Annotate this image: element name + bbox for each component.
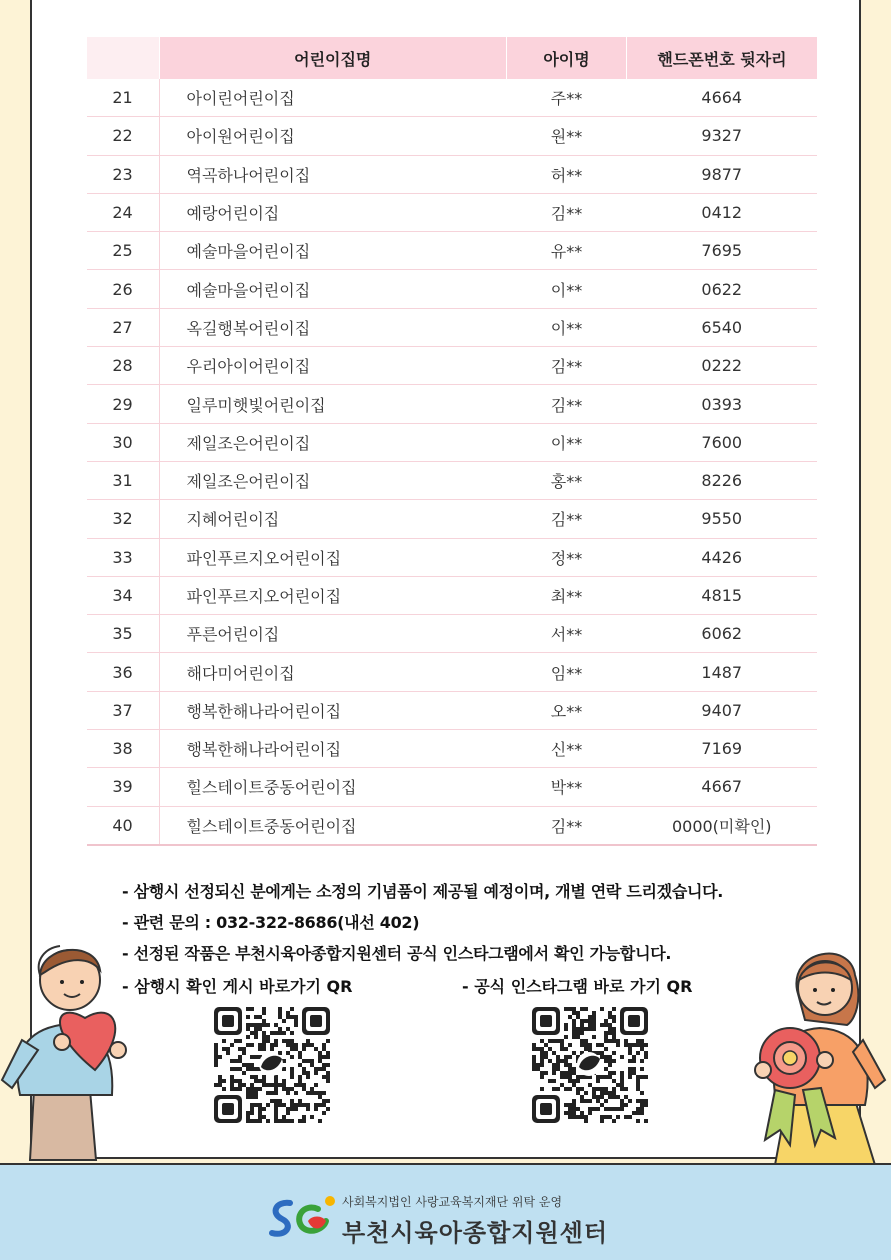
phone-last-digits: 4426	[627, 538, 818, 576]
center-name: 힐스테이트중동어린이집	[159, 768, 507, 806]
table-row	[87, 155, 818, 193]
table-row	[87, 768, 818, 806]
result-table	[86, 37, 817, 846]
table-row	[87, 806, 818, 845]
phone-last-digits: 0222	[627, 347, 818, 385]
table-row	[87, 232, 818, 270]
table-row	[87, 117, 818, 155]
center-name: 행복한해나라어린이집	[159, 730, 507, 768]
child-name: 임**	[507, 653, 627, 691]
center-name: 행복한해나라어린이집	[159, 691, 507, 729]
table-row	[87, 461, 818, 499]
qr-left-label: - 삼행시 확인 게시 바로가기 QR	[122, 977, 353, 996]
footer-title: 부천시육아종합지원센터	[342, 1219, 609, 1247]
row-number: 23	[87, 155, 160, 193]
center-name: 파인푸르지오어린이집	[159, 538, 507, 576]
center-name: 파인푸르지오어린이집	[159, 576, 507, 614]
table-row	[87, 730, 818, 768]
center-name: 예랑어린이집	[159, 193, 507, 231]
row-number: 33	[87, 538, 160, 576]
table-row	[87, 423, 818, 461]
center-name: 푸른어린이집	[159, 615, 507, 653]
header-child: 아이명	[507, 37, 627, 79]
row-number: 34	[87, 576, 160, 614]
child-name: 서**	[507, 615, 627, 653]
header-phone: 핸드폰번호 뒷자리	[627, 37, 818, 79]
table-row	[87, 79, 818, 117]
note-gift: - 삼행시 선정되신 분에게는 소정의 기념품이 제공될 예정이며, 개별 연락 드리겠습니다.	[122, 882, 724, 901]
phone-last-digits: 6540	[627, 308, 818, 346]
center-name: 역곡하나어린이집	[159, 155, 507, 193]
phone-last-digits: 1487	[627, 653, 818, 691]
phone-last-digits: 8226	[627, 461, 818, 499]
row-number: 35	[87, 615, 160, 653]
footer-subtitle: 사회복지법인 사랑교육복지재단 위탁 운영	[342, 1195, 563, 1209]
row-number: 40	[87, 806, 160, 845]
table-row	[87, 347, 818, 385]
table-row	[87, 615, 818, 653]
row-number: 32	[87, 500, 160, 538]
header-num	[87, 37, 160, 79]
child-name: 정**	[507, 538, 627, 576]
center-name: 예술마을어린이집	[159, 232, 507, 270]
table-row	[87, 691, 818, 729]
center-logo-icon	[268, 1191, 338, 1241]
child-name: 박**	[507, 768, 627, 806]
center-name: 아이원어린이집	[159, 117, 507, 155]
child-name: 이**	[507, 308, 627, 346]
center-name: 옥길행복어린이집	[159, 308, 507, 346]
center-name: 아이린어린이집	[159, 79, 507, 117]
phone-last-digits: 0622	[627, 270, 818, 308]
table-row	[87, 308, 818, 346]
child-name: 김**	[507, 385, 627, 423]
phone-last-digits: 9877	[627, 155, 818, 193]
qr-code-right-icon[interactable]	[530, 1005, 648, 1123]
child-name: 주**	[507, 79, 627, 117]
phone-last-digits: 0000(미확인)	[627, 806, 818, 845]
row-number: 30	[87, 423, 160, 461]
phone-last-digits: 4815	[627, 576, 818, 614]
notes-block	[122, 876, 723, 969]
qr-right-label: - 공식 인스타그램 바로 가기 QR	[462, 977, 693, 996]
child-name: 김**	[507, 500, 627, 538]
phone-last-digits: 0393	[627, 385, 818, 423]
child-name: 최**	[507, 576, 627, 614]
child-name: 홍**	[507, 461, 627, 499]
child-name: 오**	[507, 691, 627, 729]
table-row	[87, 270, 818, 308]
table-row	[87, 385, 818, 423]
phone-last-digits: 6062	[627, 615, 818, 653]
row-number: 21	[87, 79, 160, 117]
row-number: 39	[87, 768, 160, 806]
child-name: 김**	[507, 806, 627, 845]
child-name: 신**	[507, 730, 627, 768]
row-number: 38	[87, 730, 160, 768]
phone-last-digits: 4664	[627, 79, 818, 117]
phone-last-digits: 0412	[627, 193, 818, 231]
note-contact: - 관련 문의 : 032-322-8686(내선 402)	[122, 913, 420, 932]
table-row	[87, 653, 818, 691]
center-name: 힐스테이트중동어린이집	[159, 806, 507, 845]
center-name: 일루미햇빛어린이집	[159, 385, 507, 423]
row-number: 31	[87, 461, 160, 499]
girl-with-rosette-illustration-icon	[735, 930, 891, 1170]
row-number: 37	[87, 691, 160, 729]
center-name: 예술마을어린이집	[159, 270, 507, 308]
table-header-row	[87, 37, 818, 79]
row-number: 24	[87, 193, 160, 231]
row-number: 29	[87, 385, 160, 423]
phone-last-digits: 7695	[627, 232, 818, 270]
center-name: 제일조은어린이집	[159, 461, 507, 499]
row-number: 25	[87, 232, 160, 270]
table-row	[87, 576, 818, 614]
header-center: 어린이집명	[159, 37, 507, 79]
row-number: 22	[87, 117, 160, 155]
phone-last-digits: 9327	[627, 117, 818, 155]
footer-bar	[0, 1163, 891, 1260]
center-name: 해다미어린이집	[159, 653, 507, 691]
phone-last-digits: 4667	[627, 768, 818, 806]
row-number: 28	[87, 347, 160, 385]
phone-last-digits: 9550	[627, 500, 818, 538]
table-row	[87, 193, 818, 231]
child-name: 김**	[507, 347, 627, 385]
child-name: 이**	[507, 270, 627, 308]
note-instagram: - 선정된 작품은 부천시육아종합지원센터 공식 인스타그램에서 확인 가능합니다.	[122, 944, 672, 963]
phone-last-digits: 7169	[627, 730, 818, 768]
qr-code-left-icon[interactable]	[212, 1005, 330, 1123]
boy-with-heart-illustration-icon	[0, 930, 160, 1170]
center-name: 지혜어린이집	[159, 500, 507, 538]
child-name: 이**	[507, 423, 627, 461]
row-number: 26	[87, 270, 160, 308]
child-name: 유**	[507, 232, 627, 270]
center-name: 제일조은어린이집	[159, 423, 507, 461]
child-name: 허**	[507, 155, 627, 193]
center-name: 우리아이어린이집	[159, 347, 507, 385]
table-row	[87, 538, 818, 576]
child-name: 김**	[507, 193, 627, 231]
child-name: 원**	[507, 117, 627, 155]
phone-last-digits: 9407	[627, 691, 818, 729]
row-number: 27	[87, 308, 160, 346]
row-number: 36	[87, 653, 160, 691]
table-row	[87, 500, 818, 538]
phone-last-digits: 7600	[627, 423, 818, 461]
